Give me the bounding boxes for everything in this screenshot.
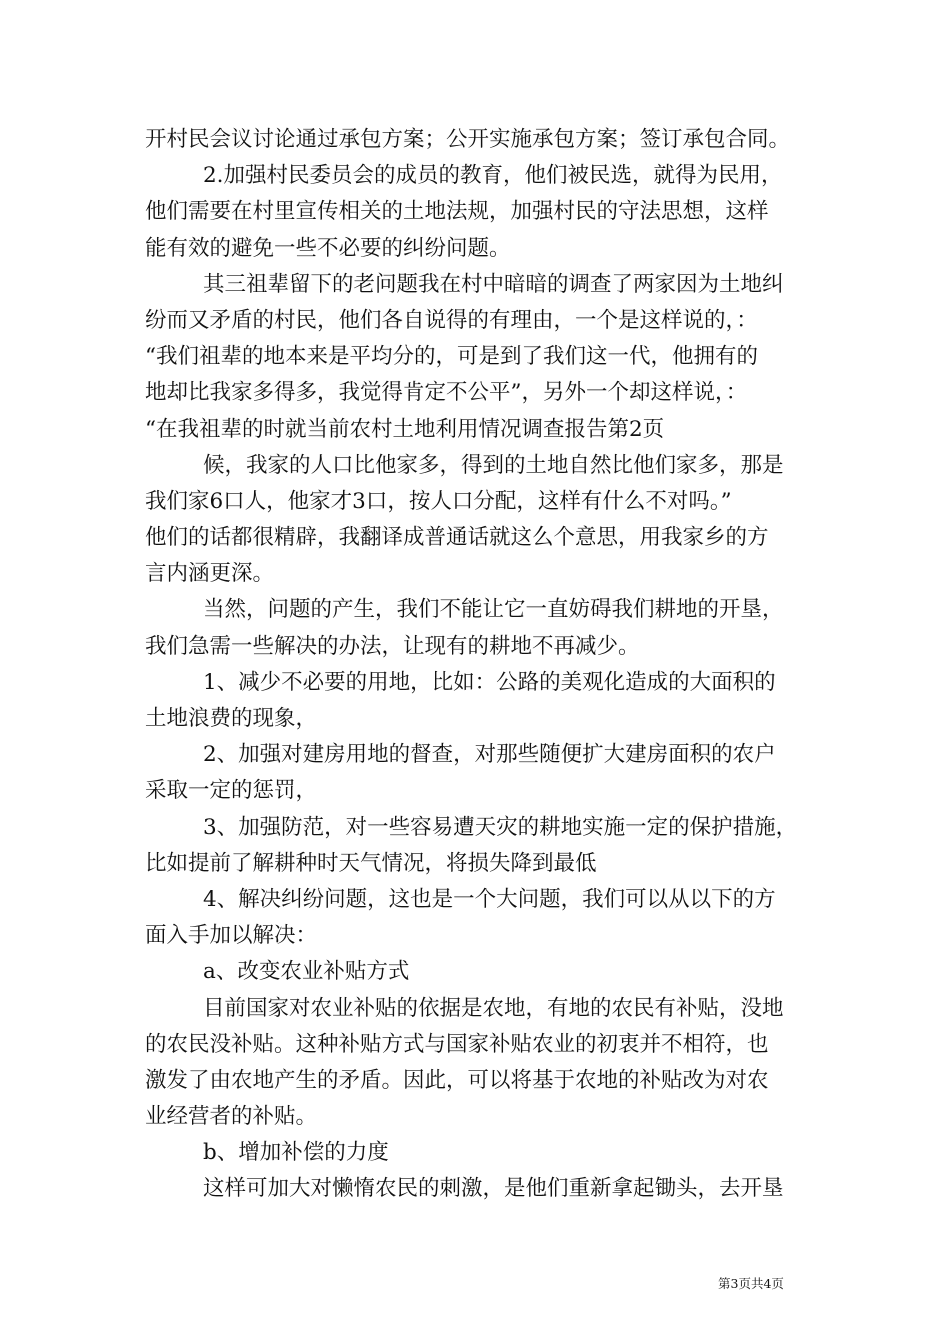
text-line: 2、加强对建房用地的督查，对那些随便扩大建房面积的农户 [203,742,776,768]
text-line: “我们祖辈的地本来是平均分的，可是到了我们这一代，他拥有的 [145,344,758,370]
text-line: 我们急需一些解决的办法，让现有的耕地不再减少。 [145,633,640,659]
text-line: “在我祖辈的时就当前农村土地利用情况调查报告第2页 [145,416,665,442]
text-line: 他们需要在村里宣传相关的土地法规，加强村民的守法思想，这样 [145,199,769,225]
text-line: 我们家6口人，他家才3口，按人口分配，这样有什么不对吗。” [145,488,732,514]
text-line: 3、加强防范，对一些容易遭天灾的耕地实施一定的保护措施， [203,814,798,840]
text-line: 其三祖辈留下的老问题我在村中暗暗的调查了两家因为土地纠 [203,271,784,297]
body-text [145,122,825,1208]
text-line: b、增加补偿的力度 [203,1140,389,1166]
text-line: 这样可加大对懒惰农民的刺激，是他们重新拿起锄头，去开垦 [203,1176,784,1202]
page-number-footer: 第3页共4页 [718,1276,784,1291]
text-line: 候，我家的人口比他家多，得到的土地自然比他们家多，那是 [203,452,784,478]
text-line: 他们的话都很精辟，我翻译成普通话就这么个意思，用我家乡的方 [145,525,769,551]
text-line: 当然，问题的产生，我们不能让它一直妨碍我们耕地的开垦， [203,597,784,623]
text-line: 业经营者的补贴。 [145,1104,318,1130]
text-line: 采取一定的惩罚， [145,778,318,804]
text-line: 面入手加以解决： [145,923,318,949]
text-line: 纷而又矛盾的村民，他们各自说得的有理由，一个是这样说的，： [145,307,758,333]
text-line: 开村民会议讨论通过承包方案；公开实施承包方案；签订承包合同。 [145,127,791,152]
text-line: 土地浪费的现象， [145,706,318,731]
text-line: a、改变农业补贴方式 [203,959,410,985]
text-line: 4、解决纠纷问题，这也是一个大问题，我们可以从以下的方 [203,886,776,912]
text-line: 言内涵更深。 [145,561,275,587]
text-line: 比如提前了解耕种时天气情况，将损失降到最低 [145,850,597,876]
text-line: 激发了由农地产生的矛盾。因此，可以将基于农地的补贴改为对农 [145,1067,769,1093]
text-line: 能有效的避免一些不必要的纠纷问题。 [145,235,511,261]
text-line: 1、减少不必要的用地，比如：公路的美观化造成的大面积的 [203,669,776,695]
text-line: 2.加强村民委员会的成员的教育，他们被民选，就得为民用， [203,163,783,189]
text-line: 地却比我家多得多，我觉得肯定不公平”，另外一个却这样说，： [145,380,748,406]
text-line: 的农民没补贴。这种补贴方式与国家补贴农业的初衷并不相符，也 [145,1031,769,1057]
text-line: 目前国家对农业补贴的依据是农地，有地的农民有补贴，没地 [203,995,784,1021]
